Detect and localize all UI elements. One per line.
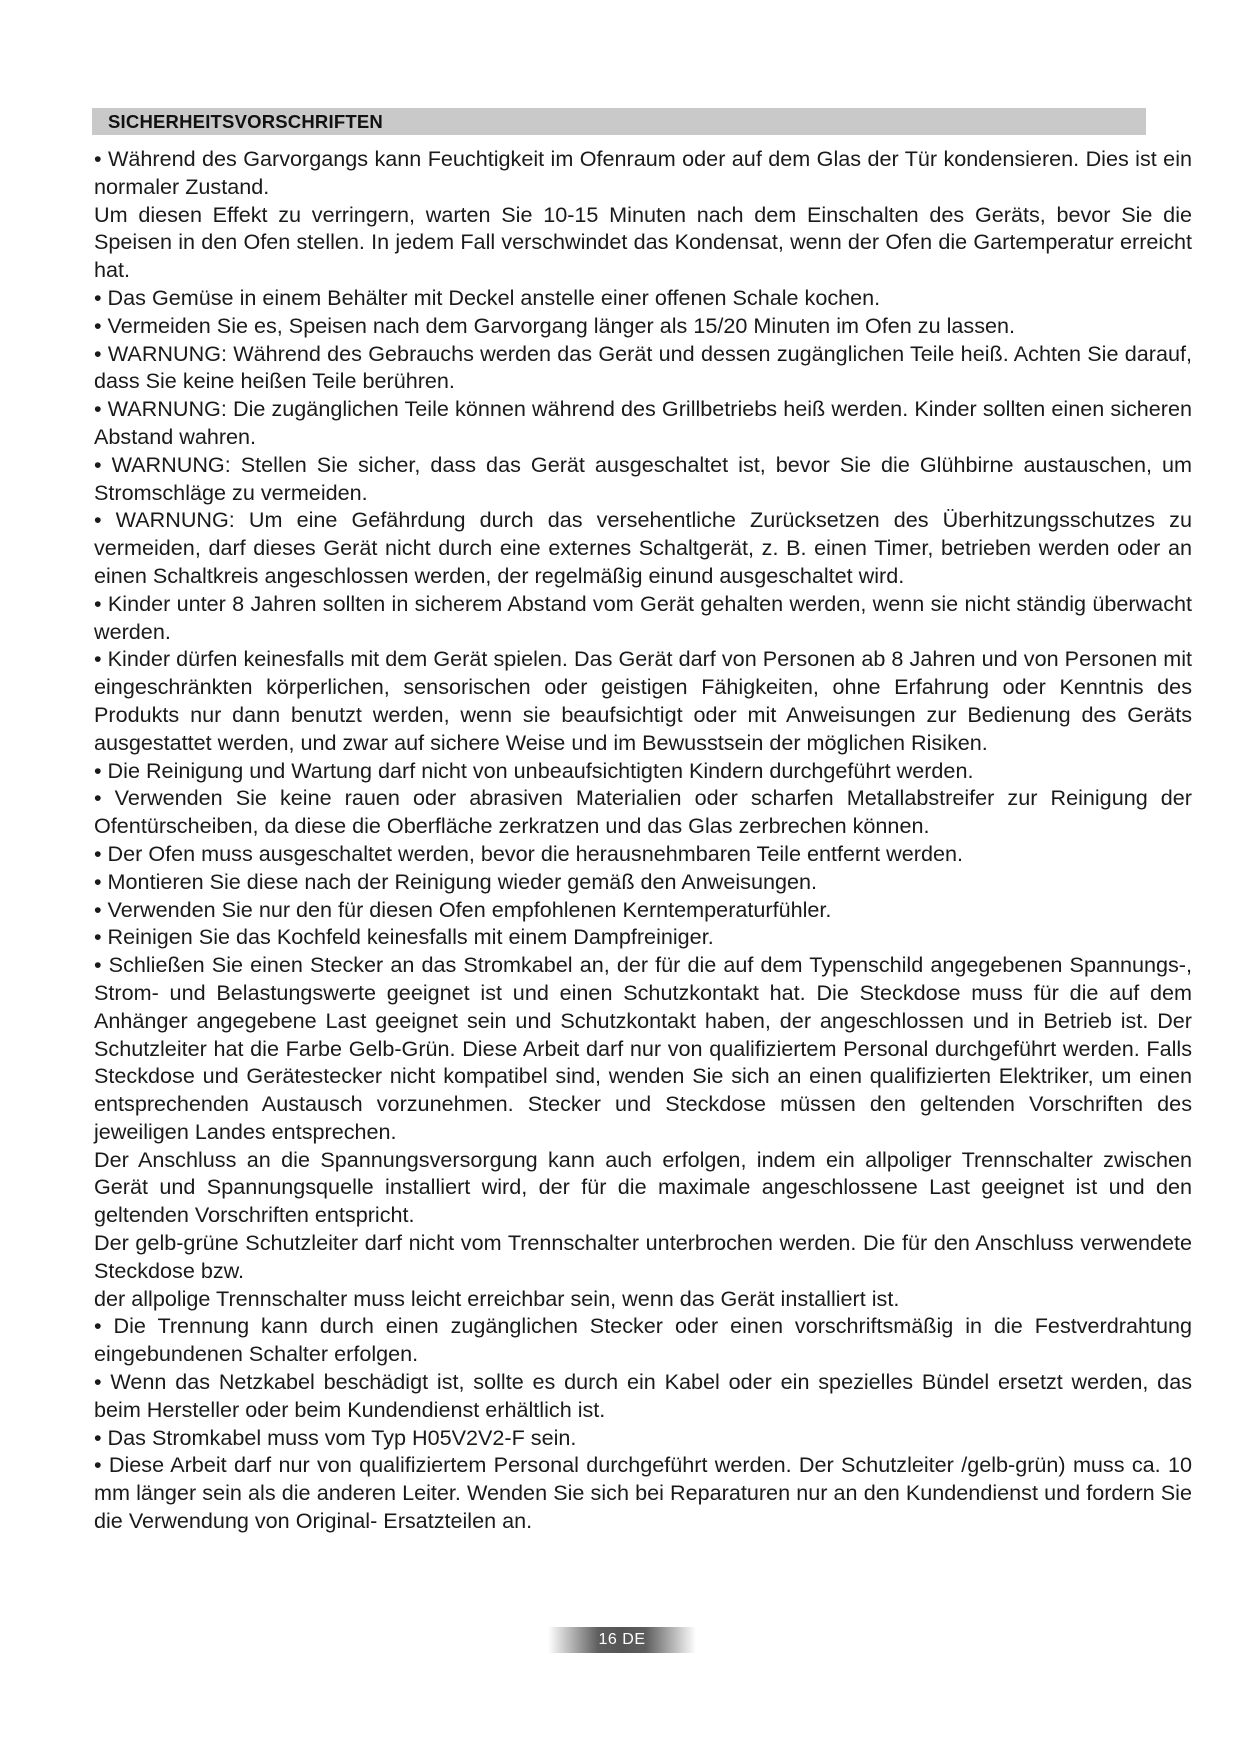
paragraph: Der gelb-grüne Schutzleiter darf nicht vom Trennschalter unterbrochen werden. Die für den Anschluss verwendete Steckdose bzw. (94, 1230, 1192, 1283)
paragraph: • Kinder unter 8 Jahren sollten in sicherem Abstand vom Gerät gehalten werden, wenn sie nicht ständig überwacht werden. (94, 590, 1192, 644)
paragraph: • Montieren Sie diese nach der Reinigung wieder gemäß den Anweisungen. (94, 868, 818, 894)
paragraph: • Während des Garvorgangs kann Feuchtigkeit im Ofenraum oder auf dem Glas der Tür kondensieren. Dies ist ein normaler Zustand. (94, 146, 1192, 199)
paragraph: • Die Reinigung und Wartung darf nicht von unbeaufsichtigten Kindern durchgeführt werden. (94, 757, 974, 783)
paragraph: • Die Trennung kann durch einen zugänglichen Stecker oder einen vorschriftsmäßig in die Festverdrahtung eingebundenen Schalter erfolgen. (94, 1313, 1192, 1367)
paragraph: • WARNUNG: Während des Gebrauchs werden das Gerät und dessen zugänglichen Teile heiß. Achten Sie darauf, dass Sie keine heißen Teile berühren. (94, 340, 1192, 394)
paragraph: • Schließen Sie einen Stecker an das Stromkabel an, der für die auf dem Typenschild angegebenen Spannungs-, Strom- und Belastungswerte geeignet ist und einen Schutzkontakt hat. Die Steckdose muss für die auf dem Anhänger angegebene Last geeignet sein und Schutzkontakt haben, der angeschlossen und in Betrieb ist. Der Schutzleiter hat die Farbe Gelb-Grün. Diese Arbeit darf nur von qualifiziertem Personal durchgeführt werden. Falls Steckdose und Gerätestecker nicht kompatibel sind, wenden Sie sich an einen qualifizierten Elektriker, um einen entsprechenden Austausch vorzunehmen. Stecker und Steckdose müssen den geltenden Vorschriften des jeweiligen Landes entsprechen. (94, 952, 1192, 1144)
paragraph: • Der Ofen muss ausgeschaltet werden, bevor die herausnehmbaren Teile entfernt werden. (94, 840, 963, 866)
paragraph: • Vermeiden Sie es, Speisen nach dem Garvorgang länger als 15/20 Minuten im Ofen zu lassen. (94, 312, 1016, 338)
paragraph: • Das Stromkabel muss vom Typ H05V2V2-F sein. (94, 1424, 577, 1450)
paragraph: • Kinder dürfen keinesfalls mit dem Gerät spielen. Das Gerät darf von Personen ab 8 Jahren und von Personen mit eingeschränkten körperlichen, sensorischen oder geistigen Fähigkeiten, ohne Erfahrung oder Kenntnis des Produkts nur dann benutzt werden, wenn sie beaufsichtigt oder mit Anweisungen zur Bedienung des Geräts ausgestattet werden, und zwar auf sichere Weise und im Bewusstsein der möglichen Risiken. (94, 646, 1192, 755)
paragraph: • Diese Arbeit darf nur von qualifiziertem Personal durchgeführt werden. Der Schutzleiter /gelb-grün) muss ca. 10 mm länger sein als die anderen Leiter. Wenden Sie sich bei Reparaturen nur an den Kundendienst und fordern Sie die Verwendung von Original- Ersatzteilen an. (94, 1452, 1192, 1534)
paragraph: der allpolige Trennschalter muss leicht erreichbar sein, wenn das Gerät installiert ist. (94, 1285, 900, 1311)
safety-text-body (94, 145, 1192, 1535)
page-number: 16 DE (548, 1627, 696, 1653)
paragraph: Um diesen Effekt zu verringern, warten Sie 10-15 Minuten nach dem Einschalten des Geräts, bevor Sie die Speisen in den Ofen stellen. In jedem Fall verschwindet das Kondensat, wenn der Ofen die Gartemperatur erreicht hat. (94, 201, 1192, 283)
paragraph: • Reinigen Sie das Kochfeld keinesfalls mit einem Dampfreiniger. (94, 924, 714, 950)
paragraph: • Verwenden Sie nur den für diesen Ofen empfohlenen Kerntemperaturfühler. (94, 896, 832, 922)
paragraph: Der Anschluss an die Spannungsversorgung kann auch erfolgen, indem ein allpoliger Trennschalter zwischen Gerät und Spannungsquelle installiert wird, der für die maximale angeschlossene Last geeignet ist und den geltenden Vorschriften entspricht. (94, 1146, 1192, 1228)
paragraph: • Das Gemüse in einem Behälter mit Deckel anstelle einer offenen Schale kochen. (94, 284, 881, 310)
paragraph: • WARNUNG: Die zugänglichen Teile können während des Grillbetriebs heiß werden. Kinder sollten einen sicheren Abstand wahren. (94, 396, 1192, 449)
paragraph: • WARNUNG: Stellen Sie sicher, dass das Gerät ausgeschaltet ist, bevor Sie die Glühbirne austauschen, um Stromschläge zu vermeiden. (94, 451, 1192, 505)
paragraph: • WARNUNG: Um eine Gefährdung durch das versehentliche Zurücksetzen des Überhitzungsschutzes zu vermeiden, darf dieses Gerät nicht durch eine externes Schaltgerät, z. B. einen Timer, betrieben werden oder an einen Schaltkreis angeschlossen werden, der regelmäßig einund ausgeschaltet wird. (94, 507, 1192, 588)
section-title: SICHERHEITSVORSCHRIFTEN (92, 108, 1146, 135)
paragraph: • Wenn das Netzkabel beschädigt ist, sollte es durch ein Kabel oder ein spezielles Bündel ersetzt werden, das beim Hersteller oder beim Kundendienst erhältlich ist. (94, 1369, 1192, 1422)
paragraph: • Verwenden Sie keine rauen oder abrasiven Materialien oder scharfen Metallabstreifer zur Reinigung der Ofentürscheiben, da diese die Oberfläche zerkratzen und das Glas zerbrechen können. (94, 785, 1192, 839)
